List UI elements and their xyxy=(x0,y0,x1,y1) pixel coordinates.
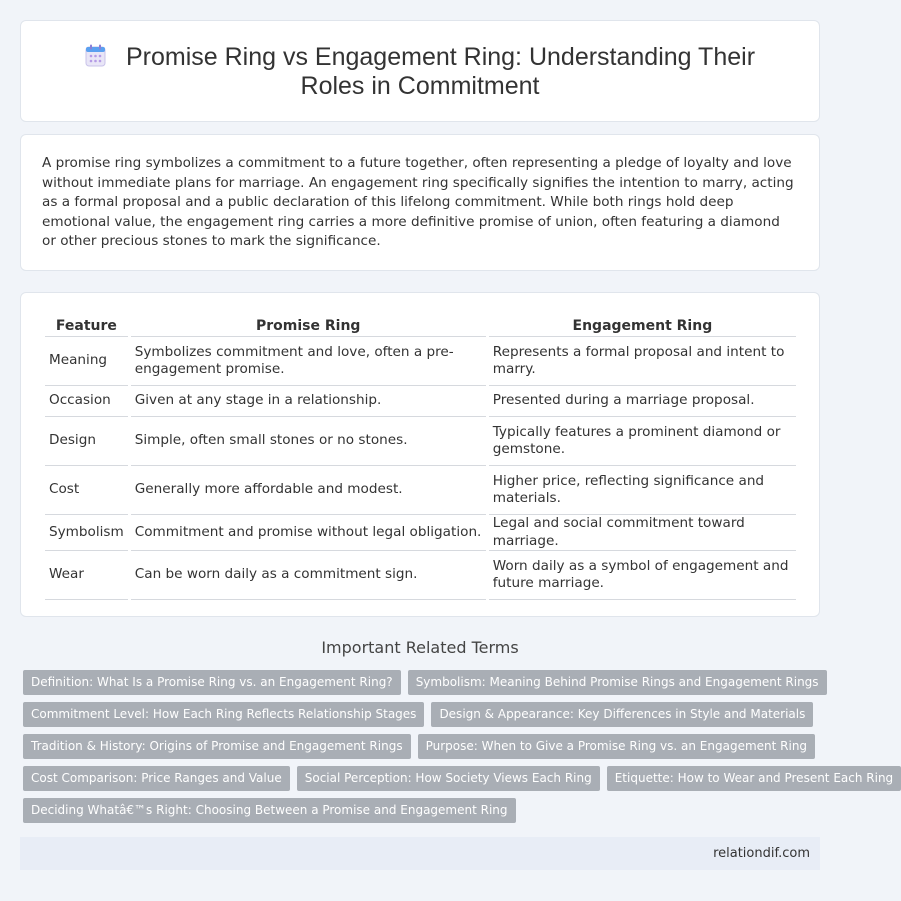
related-tag[interactable]: Purpose: When to Give a Promise Ring vs. an Engagement Ring xyxy=(418,734,815,759)
table-row xyxy=(45,417,796,466)
row-engagement: Typically features a prominent diamond or gemstone. xyxy=(489,417,796,466)
related-tag[interactable]: Symbolism: Meaning Behind Promise Rings and Engagement Rings xyxy=(408,670,827,695)
row-feature: Symbolism xyxy=(45,515,128,551)
table-row xyxy=(45,515,796,551)
header-feature: Feature xyxy=(45,317,128,337)
row-promise: Generally more affordable and modest. xyxy=(131,466,486,515)
calendar-icon xyxy=(85,44,106,67)
related-tag[interactable]: Deciding Whatâ€™s Right: Choosing Between a Promise and Engagement Ring xyxy=(23,798,516,823)
row-engagement: Represents a formal proposal and intent to marry. xyxy=(489,337,796,386)
row-engagement: Presented during a marriage proposal. xyxy=(489,386,796,417)
row-promise: Commitment and promise without legal obligation. xyxy=(131,515,486,551)
row-promise: Simple, often small stones or no stones. xyxy=(131,417,486,466)
page-title-text: Promise Ring vs Engagement Ring: Understanding Their Roles in Commitment xyxy=(125,43,756,100)
row-feature: Cost xyxy=(45,466,128,515)
title-card xyxy=(20,20,820,122)
table-row xyxy=(45,386,796,417)
header-engagement-ring: Engagement Ring xyxy=(489,317,796,337)
row-engagement: Higher price, reflecting significance and materials. xyxy=(489,466,796,515)
related-terms-tags xyxy=(23,670,894,830)
related-tag[interactable]: Tradition & History: Origins of Promise and Engagement Rings xyxy=(23,734,411,759)
row-promise: Can be worn daily as a commitment sign. xyxy=(131,551,486,600)
header-promise-ring: Promise Ring xyxy=(131,317,486,337)
related-tag[interactable]: Design & Appearance: Key Differences in Style and Materials xyxy=(431,702,813,727)
row-engagement: Worn daily as a symbol of engagement and future marriage. xyxy=(489,551,796,600)
page-title xyxy=(61,43,779,101)
row-feature: Design xyxy=(45,417,128,466)
related-terms-title: Important Related Terms xyxy=(321,638,519,657)
intro-paragraph: A promise ring symbolizes a commitment to a future together, often representing a pledge of loyalty and love without immediate plans for marriage. An engagement ring specifically signifies the intention to marry, acting as a formal proposal and a public declaration of this lifelong commitment. While both rings hold deep emotional value, the engagement ring carries a more definitive promise of union, often featuring a diamond or other precious stones to mark the significance. xyxy=(42,155,794,249)
related-tag[interactable]: Social Perception: How Society Views Each Ring xyxy=(297,766,600,791)
related-tag[interactable]: Etiquette: How to Wear and Present Each Ring xyxy=(607,766,901,791)
row-engagement: Legal and social commitment toward marriage. xyxy=(489,515,796,551)
related-tag[interactable]: Commitment Level: How Each Ring Reflects Relationship Stages xyxy=(23,702,424,727)
footer xyxy=(20,837,820,870)
table-row xyxy=(45,337,796,386)
footer-site[interactable]: relationdif.com xyxy=(713,846,810,861)
comparison-table-card xyxy=(20,292,820,617)
related-tag[interactable]: Cost Comparison: Price Ranges and Value xyxy=(23,766,290,791)
row-promise: Symbolizes commitment and love, often a pre-engagement promise. xyxy=(131,337,486,386)
row-feature: Occasion xyxy=(45,386,128,417)
row-feature: Wear xyxy=(45,551,128,600)
table-row xyxy=(45,551,796,600)
table-row xyxy=(45,466,796,515)
related-tag[interactable]: Definition: What Is a Promise Ring vs. an Engagement Ring? xyxy=(23,670,401,695)
table-header-row xyxy=(45,317,796,337)
row-promise: Given at any stage in a relationship. xyxy=(131,386,486,417)
intro-card xyxy=(20,134,820,271)
row-feature: Meaning xyxy=(45,337,128,386)
comparison-table xyxy=(42,317,799,600)
